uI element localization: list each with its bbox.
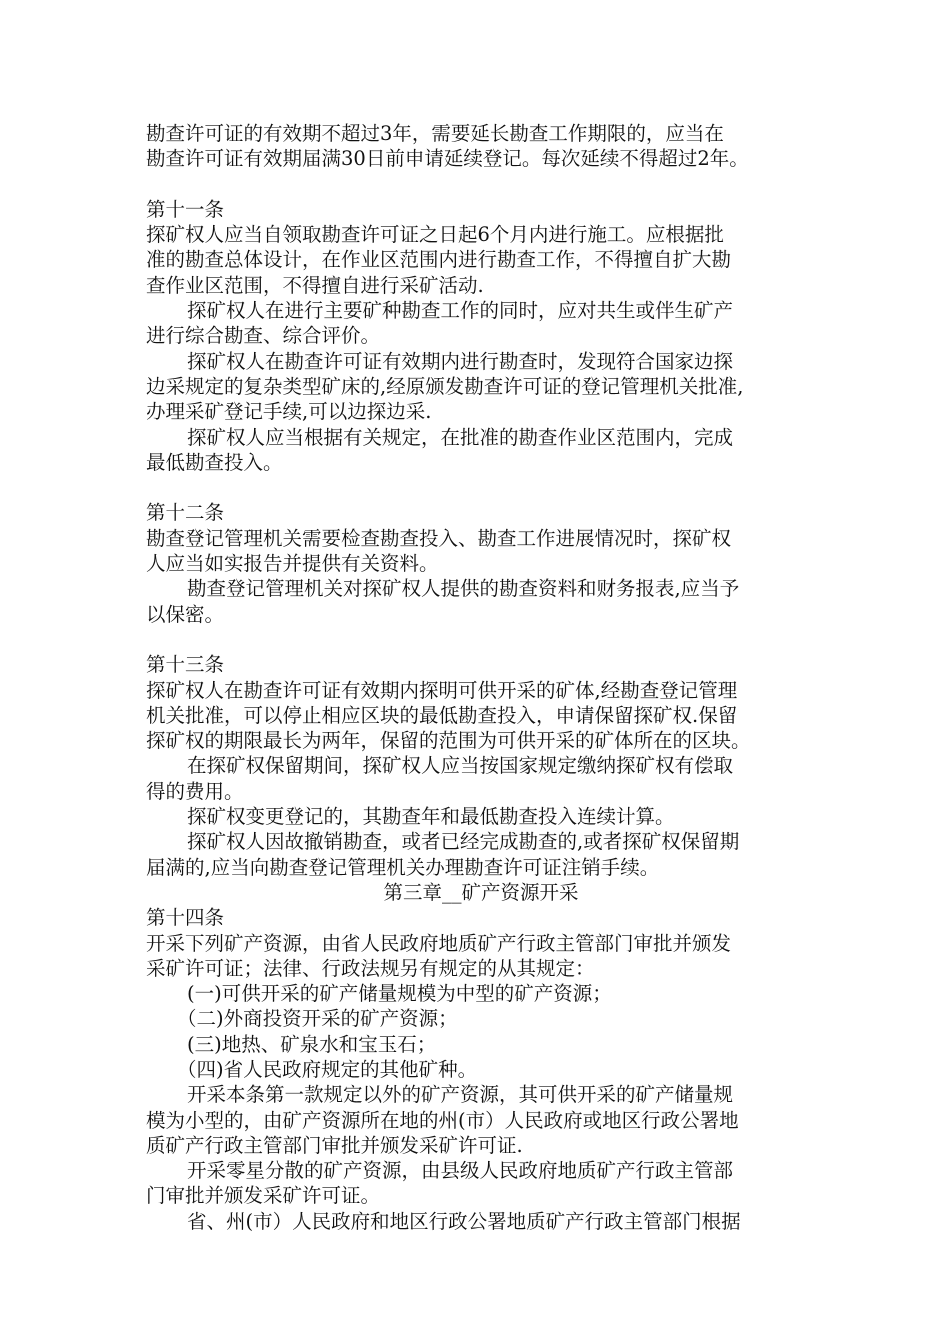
text-line: 届满的,应当向勘查登记管理机关办理勘查许可证注销手续。	[146, 855, 660, 879]
text-line: 在探矿权保留期间，探矿权人应当按国家规定缴纳探矿权有偿取	[187, 754, 734, 778]
blank-line	[146, 627, 816, 652]
text-line: 办理采矿登记手续,可以边探边采.	[146, 400, 432, 424]
text-line: 开采本条第一款规定以外的矿产资源，其可供开采的矿产储量规	[187, 1083, 734, 1107]
text-line: 探矿权人应当根据有关规定，在批准的勘查作业区范围内，完成	[187, 425, 734, 449]
list-item: （二)外商投资开采的矿产资源；	[177, 1007, 458, 1031]
text-line: 勘查登记管理机关对探矿权人提供的勘查资料和财务报表,应当予	[187, 577, 740, 601]
text-line: 探矿权人因故撤销勘查，或者已经完成勘查的,或者探矿权保留期	[187, 830, 740, 854]
text-line: 人应当如实报告并提供有关资料。	[146, 552, 439, 576]
list-item: (一)可供开采的矿产储量规模为中型的矿产资源；	[187, 982, 612, 1006]
text-line: 边采规定的复杂类型矿床的,经原颁发勘查许可证的登记管理机关批准,	[146, 374, 744, 398]
text-line: 质矿产行政主管部门审批并颁发采矿许可证.	[146, 1133, 523, 1157]
document-body	[146, 121, 816, 1234]
blank-line	[146, 172, 816, 197]
text-line: 探矿权人在勘查许可证有效期内进行勘查时，发现符合国家边探	[187, 349, 734, 373]
article-heading: 第十二条	[146, 501, 225, 525]
text-line: 采矿许可证；法律、行政法规另有规定的从其规定：	[146, 956, 595, 980]
text-line: 勘查许可证的有效期不超过3年，需要延长勘查工作期限的，应当在	[146, 122, 724, 145]
text-line: 开采下列矿产资源，由省人民政府地质矿产行政主管部门审批并颁发	[146, 931, 732, 955]
text-line: 准的勘查总体设计，在作业区范围内进行勘查工作，不得擅自扩大勘	[146, 248, 732, 272]
text-line: 查作业区范围，不得擅自进行采矿活动.	[146, 273, 484, 297]
text-line: 门审批并颁发采矿许可证。	[146, 1184, 381, 1208]
text-line: 探矿权变更登记的，其勘查年和最低勘查投入连续计算。	[187, 805, 675, 829]
text-line: 机关批准，可以停止相应区块的最低勘查投入，申请保留探矿权.保留	[146, 703, 738, 727]
text-line: 勘查许可证有效期届满30日前申请延续登记。每次延续不得超过2年。	[146, 147, 749, 171]
article-heading: 第十四条	[146, 906, 225, 930]
list-item: （四)省人民政府规定的其他矿种。	[177, 1057, 478, 1081]
blank-line	[146, 475, 816, 500]
chapter-heading: 第三章__矿产资源开采	[383, 880, 579, 904]
text-line: 勘查登记管理机关需要检查勘查投入、勘查工作进展情况时，探矿权	[146, 526, 732, 550]
text-line: 最低勘查投入。	[146, 450, 283, 474]
article-heading: 第十一条	[146, 197, 225, 221]
text-line: 探矿权人在勘查许可证有效期内探明可供开采的矿体,经勘查登记管理	[146, 678, 738, 702]
text-line: 以保密。	[146, 602, 225, 626]
text-line: 探矿权人应当自领取勘查许可证之日起6个月内进行施工。应根据批	[146, 223, 724, 247]
text-line: 进行综合勘查、综合评价。	[146, 324, 381, 348]
text-line: 得的费用。	[146, 779, 244, 803]
text-line: 探矿权的期限最长为两年，保留的范围为可供开采的矿体所在的区块。	[146, 729, 751, 753]
text-line: 模为小型的，由矿产资源所在地的州(市）人民政府或地区行政公署地	[146, 1108, 739, 1132]
text-line: 省、州(市）人民政府和地区行政公署地质矿产行政主管部门根据	[187, 1209, 741, 1233]
text-line: 探矿权人在进行主要矿种勘查工作的同时，应对共生或伴生矿产	[187, 299, 734, 323]
list-item: (三)地热、矿泉水和宝玉石；	[187, 1032, 437, 1056]
text-line: 开采零星分散的矿产资源，由县级人民政府地质矿产行政主管部	[187, 1159, 734, 1183]
article-heading: 第十三条	[146, 653, 225, 677]
